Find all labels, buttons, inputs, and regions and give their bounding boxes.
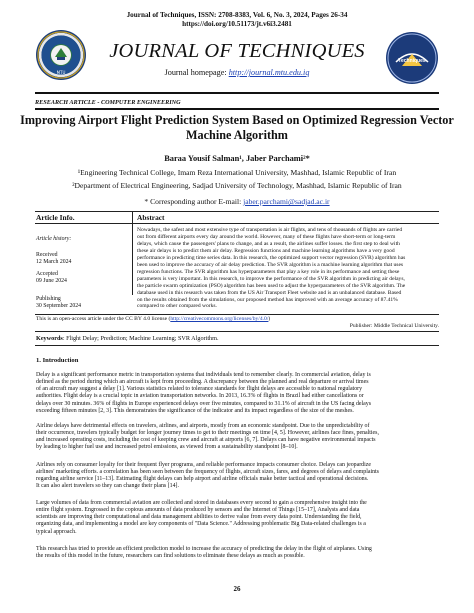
paragraph-line: regarding airline service [11–13]. Estimating flight delays can help airport and airline officials make better tactical and operational decisions.: [36, 476, 369, 483]
doi[interactable]: https://doi.org/10.51173/jt.v6i3.2481: [182, 20, 292, 28]
license-prefix: This is an open-access article under the CC BY 4.0 license (: [36, 316, 171, 322]
box-column-divider: [132, 211, 133, 295]
abstract-line: performance in predicting time series data. In this research, the optimized support vector regression (SVR) algorithm has: [137, 254, 406, 261]
page-number: 26: [233, 585, 241, 593]
homepage-link[interactable]: http://journal.mtu.edu.iq: [228, 68, 310, 77]
intro-paragraph-3: [36, 462, 440, 491]
abstract-line: regression functions. The SVR algorithm has hyperparameters that play a key role in its performance and setting these: [137, 268, 400, 275]
paragraph-line: entire flight system. Engrossed in the copious amounts of data produced by sensors and the Internet of Things [15–17], Analysts and data: [36, 507, 360, 514]
keywords-rule: [35, 345, 439, 346]
keywords-label: Keywords: [36, 335, 63, 342]
box-header-rule: [35, 223, 439, 224]
journal-title: JOURNAL OF TECHNIQUES: [109, 40, 365, 62]
box-bottom-rule: [35, 314, 439, 315]
article-type-rule: [35, 108, 439, 110]
published-label: Publishing: [36, 296, 61, 302]
university-logo-emblem: [36, 30, 86, 80]
intro-paragraph-1: [36, 372, 440, 415]
paragraph-line: It can also alert travelers so they can change their plans [14].: [36, 483, 179, 490]
intro-paragraph-2: [36, 423, 440, 452]
paper-title-line2: Machine Algorithm: [186, 128, 288, 142]
abstract-line: database used in this research was taken from the US Air Transport Fleet website and is an unbalanced database. Based: [137, 289, 402, 296]
homepage-label: Journal homepage:: [164, 68, 227, 77]
affiliation-1: ¹Engineering Technical College, Imam Reza International University, Mashhad, Islamic Republic of Iran: [77, 168, 397, 177]
license-note: [36, 316, 270, 322]
received-label: Received: [36, 252, 58, 258]
abstract-line: been used to improve the accuracy of air delay prediction. The SVR algorithm is a machine learning algorithm that uses: [137, 261, 404, 268]
journal-logo: [386, 32, 438, 84]
keywords: [36, 335, 219, 342]
box-top-rule: [35, 211, 439, 212]
corresponding-email[interactable]: jaber.parchami@sadjad.ac.ir: [243, 197, 330, 206]
paragraph-line: airlines' marketing efforts. a correlation has been seen between the frequency of flights, aircraft sizes, fares, and degrees of delays and complaints: [36, 469, 379, 476]
paragraph-line: Airline delays have detrimental effects on travelers, airlines, and airports, mostly from an economic standpoint. Due to the unpredictability of: [36, 423, 370, 429]
history-label: Article history:: [36, 236, 72, 242]
paragraph-line: their occurrence, travelers typically budget for longer journey times to get to their meetings on time [4, 5]. However, airlines face fines, penalties,: [36, 430, 379, 437]
paragraph-line: typical approach.: [36, 528, 77, 535]
accepted-label: Accepted: [36, 271, 58, 277]
corresponding-author: [0, 197, 474, 206]
header-rule: [35, 92, 439, 94]
abstract-text: [137, 227, 439, 310]
abstract-line: compared to other compared works.: [137, 303, 217, 310]
section-heading-introduction: 1. Introduction: [36, 357, 79, 364]
intro-paragraph-4: [36, 500, 440, 536]
paragraph-line: organizing data, and implementing a model are key components of "Data Science." Addressing problematic Big Data-related challenges is a: [36, 521, 366, 528]
received-date: 12 March 2024: [36, 259, 72, 265]
paper-title-line1: Improving Airport Flight Prediction System Based on Optimized Regression Vector: [20, 113, 454, 127]
publisher: Publisher: Middle Technical University.: [349, 323, 439, 329]
journal-info: Journal of Techniques, ISSN: 2708-8383, Vol. 6, No. 3, 2024, Pages 26-34: [126, 11, 348, 19]
paragraph-line: by leading to higher fuel use and increased petrol emissions, as viewed from a sustainability standpoint [8–10].: [36, 444, 298, 451]
abstract-line: on the results obtained from the simulations, our proposed method has improved with an average accuracy of 87.41%: [137, 296, 398, 303]
paragraph-line: exceeding fifteen minutes [2, 3]. This demonstrates the significance of the indicator and its impact regardless of the size of the meshes.: [36, 407, 354, 414]
license-rule: [35, 331, 439, 332]
intro-paragraph-5: [36, 546, 440, 560]
abstract-line: out from different airports every day around the world. However, many of these flights have short-term or long-term: [137, 233, 396, 240]
paragraph-line: authorities. Flight delay is a crucial topic in aviation transportation networks. In 2013, 16.3% of flights in Brazil had either cancellations or: [36, 393, 364, 400]
svg-text:MTU: MTU: [56, 70, 66, 75]
abstract-line: parameters is very important. In this research, to improve the performance of the SVR algorithm in predicting air delays,: [137, 275, 405, 282]
paragraph-line: the results of this model in the future, researchers can find solutions to eliminate these delays as much as possible.: [36, 553, 305, 560]
paragraph-line: scientists are improving their computational and data management abilities to derive value from every data point. Understanding the field,: [36, 514, 362, 521]
abstract-line: Nowadays, the safest and most extensive type of transportation is air flights, and tens of thousands of flights are carried: [137, 227, 403, 233]
journal-logo-label: Techniques: [398, 58, 426, 64]
abstract-line: delays, which cause the passengers' plans to change, and as a result, the airlines suffer losses. the first step to deal with: [137, 240, 400, 247]
article-info-heading: Article Info.: [36, 213, 75, 222]
paragraph-line: and increased operating costs, including the cost of keeping crew and aircraft at airports [6, 7]. Delays can have negative environmental impacts: [36, 437, 376, 444]
article-type: RESEARCH ARTICLE - COMPUTER ENGINEERING: [35, 99, 181, 106]
paragraph-line: This research has tried to provide an efficient prediction model to increase the accuracy of predicting the delay in the flight of airplanes. Using: [36, 546, 372, 552]
university-logo: [36, 30, 86, 80]
authors: Baraa Yousif Salman¹, Jaber Parchami²*: [164, 154, 310, 163]
license-suffix: ): [268, 316, 271, 322]
keywords-text: : Flight Delay; Prediction; Machine Learning; SVR Algorithm.: [62, 335, 219, 342]
paragraph-line: of an aircraft may suggest a delay [1]. Various statistics related to tolerance standards for flight delays are accessible to national regulatory: [36, 386, 363, 393]
paragraph-line: Airlines rely on consumer loyalty for their frequent flyer programs, and reliable performance impacts consumer choice. Delays can jeopardize: [36, 462, 371, 468]
paper-title: [20, 113, 454, 143]
abstract-line: these air delays is to predict them air delay. Regression functions and machine learning algorithms have a very good: [137, 247, 395, 254]
abstract-line: the particle swarm optimization (PSO) algorithm has been used to adjust the hyperparameters of the SVR algorithm. The: [137, 282, 406, 289]
license-link[interactable]: http://creativecommons.org/licenses/by/4.0/: [170, 316, 269, 322]
paragraph-line: Large volumes of data from commercial aviation are collected and stored in databases every second to gain a comprehensive insight into the: [36, 500, 367, 506]
journal-homepage: [90, 68, 384, 77]
accepted-date: 09 June 2024: [36, 278, 67, 284]
corresponding-label: * Corresponding author E-mail:: [144, 197, 242, 206]
paragraph-line: defined as the period during which an aircraft is kept from proceeding. A discrepancy between the planned and real departure or arrival times: [36, 379, 369, 386]
abstract-heading: Abstract: [137, 213, 165, 222]
affiliation-2: ²Department of Electrical Engineering, Sadjad University of Technology, Mashhad, Islamic Republic of Iran: [72, 181, 402, 190]
paragraph-line: delays over 30 minutes. 36% of flights in Europe experienced delays over five minutes, compared to 31.1% of aircraft in the US facing delays: [36, 400, 372, 407]
paragraph-line: Delay is a significant performance metric in transportation systems that individuals tend to remember clearly. In commercial aviation, delay is: [36, 372, 371, 378]
published-date: 30 September 2024: [36, 303, 82, 309]
